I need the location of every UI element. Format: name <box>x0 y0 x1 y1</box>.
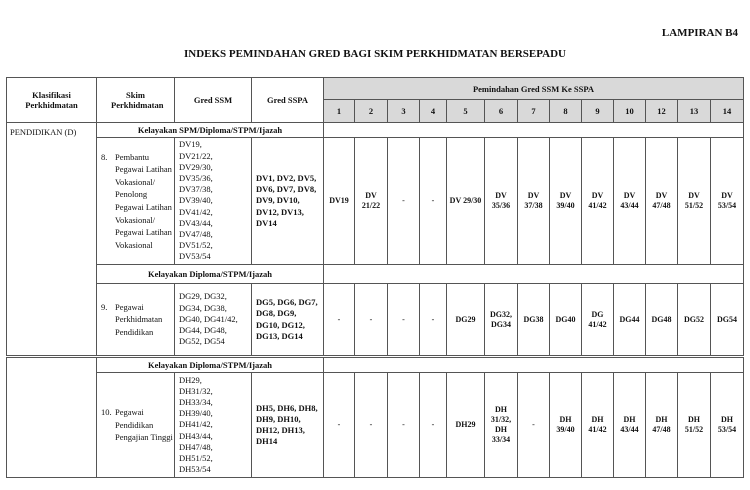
pemindahan-cell <box>678 138 711 265</box>
pemindahan-cell <box>388 373 420 478</box>
pemindahan-cell <box>711 138 744 265</box>
gred-ssm-item: DH39/40, <box>179 408 213 419</box>
skim-cell <box>97 284 175 357</box>
column-number: 8 <box>550 100 582 123</box>
pemindahan-value: - <box>369 420 373 429</box>
pemindahan-value: DG38 <box>523 314 544 324</box>
pemindahan-value: - <box>431 314 435 324</box>
pemindahan-cell <box>420 138 447 265</box>
skim-number: 8. <box>101 151 108 162</box>
pemindahan-cell <box>388 138 420 265</box>
page-title: INDEKS PEMINDAHAN GRED BAGI SKIM PERKHIDMATAN BERSEPADU <box>184 48 566 60</box>
pemindahan-cell <box>388 284 420 357</box>
pemindahan-cell <box>485 373 518 478</box>
pemindahan-cell <box>518 284 550 357</box>
column-number: 3 <box>388 100 420 123</box>
pemindahan-value: DG 41/42 <box>588 309 607 329</box>
gred-ssm-item: DH29, <box>179 374 202 385</box>
pemindahan-cell <box>355 284 388 357</box>
lampiran-label: LAMPIRAN B4 <box>661 27 738 39</box>
klasifikasi-cell: PENDIDIKAN (D) <box>7 123 97 357</box>
column-number: 7 <box>518 100 550 123</box>
pemindahan-cell <box>324 138 355 265</box>
pemindahan-value: DH 41/42 <box>588 415 607 434</box>
column-number: 14 <box>711 100 744 123</box>
grade-index-table <box>6 77 744 478</box>
pemindahan-value: DV 39/40 <box>556 191 575 210</box>
pemindahan-cell <box>324 373 355 478</box>
pemindahan-cell <box>678 373 711 478</box>
gred-ssm-item: DV37/38, <box>179 184 213 195</box>
column-number: 4 <box>420 100 447 123</box>
pemindahan-value: DG29 <box>455 314 476 324</box>
pemindahan-value: DH 39/40 <box>556 415 575 434</box>
skim-name: Pegawai Pendidikan Pengajian Tinggi <box>115 407 173 443</box>
pemindahan-value: DH 31/32, DH 33/34 <box>490 405 512 444</box>
pemindahan-value: - <box>402 420 405 429</box>
pemindahan-cell <box>324 284 355 357</box>
pemindahan-cell <box>518 373 550 478</box>
pemindahan-value: - <box>337 314 341 324</box>
pemindahan-cell <box>485 284 518 357</box>
column-number: 13 <box>678 100 711 123</box>
pemindahan-value: - <box>337 420 341 429</box>
pemindahan-cell <box>646 373 678 478</box>
kelayakan-row-2: Kelayakan Diploma/STPM/Ijazah <box>97 357 324 373</box>
pemindahan-value: DG40 <box>555 314 576 324</box>
gred-ssm-item: DV39/40, <box>179 195 213 206</box>
pemindahan-value: DV 47/48 <box>652 191 671 210</box>
pemindahan-cell <box>614 373 646 478</box>
pemindahan-value: DV 43/44 <box>620 191 639 210</box>
gred-ssm-item: DV53/54 <box>179 251 211 262</box>
pemindahan-value: - <box>369 314 373 324</box>
pemindahan-cell <box>355 373 388 478</box>
column-number: 10 <box>614 100 646 123</box>
pemindahan-cell <box>420 373 447 478</box>
gred-ssm-item: DH51/52, <box>179 453 213 463</box>
pemindahan-cell <box>711 373 744 478</box>
gred-ssm-item: DV21/22, <box>179 150 213 161</box>
pemindahan-value: - <box>532 420 535 429</box>
column-number: 5 <box>447 100 485 123</box>
pemindahan-value: DH 43/44 <box>620 415 639 434</box>
gred-ssm-item: DG29, DG32, <box>179 291 227 302</box>
gred-ssm-item: DG40, DG41/42, <box>179 313 238 324</box>
gred-ssm-item: DV41/42, <box>179 206 213 217</box>
gred-ssm-cell <box>175 284 252 357</box>
gred-ssm-item: DG34, DG38, <box>179 302 227 313</box>
pemindahan-value: DH29 <box>455 420 476 429</box>
gred-ssm-item: DH31/32, <box>179 385 213 396</box>
pemindahan-cell <box>582 138 614 265</box>
column-number: 12 <box>646 100 678 123</box>
pemindahan-value: - <box>431 196 435 205</box>
gred-ssm-item: DV51/52, <box>179 240 213 251</box>
gred-ssm-item: DH41/42, <box>179 419 213 430</box>
pemindahan-cell <box>355 138 388 265</box>
pemindahan-cell <box>447 373 485 478</box>
gred-sspa-value: DV1, DV2, DV5, DV6, DV7, DV8, DV9, DV10, DV12, DV13, DV14 <box>256 172 317 228</box>
column-number: 6 <box>485 100 518 123</box>
gred-ssm-item: DV29/30, <box>179 161 213 172</box>
pemindahan-cell <box>447 138 485 265</box>
column-number: 9 <box>582 100 614 123</box>
pemindahan-value: DG44 <box>619 314 640 324</box>
pemindahan-cell <box>711 284 744 357</box>
gred-ssm-item: DG44, DG48, <box>179 325 227 336</box>
pemindahan-cell <box>582 284 614 357</box>
pemindahan-value: DG48 <box>651 314 672 324</box>
skim-name: Pegawai Perkhidmatan Pendidikan <box>115 301 163 337</box>
header-klasifikasi: Klasifikasi Perkhidmatan <box>7 78 97 123</box>
pemindahan-value: DH 47/48 <box>652 415 671 434</box>
pemindahan-value: DV 29/30 <box>449 196 482 205</box>
kelayakan-row-0: Kelayakan SPM/Diploma/STPM/Ijazah <box>97 123 324 138</box>
pemindahan-cell <box>420 284 447 357</box>
pemindahan-cell <box>485 138 518 265</box>
gred-sspa-value: DG5, DG6, DG7, DG8, DG9, DG10, DG12, DG13, DG14 <box>256 297 318 341</box>
gred-ssm-cell <box>175 138 252 265</box>
pemindahan-cell <box>518 138 550 265</box>
pemindahan-value: DV 21/22 <box>361 191 381 210</box>
pemindahan-value: DV 35/36 <box>491 191 511 210</box>
pemindahan-cell <box>550 284 582 357</box>
column-number: 2 <box>355 100 388 123</box>
gred-sspa-cell <box>252 138 324 265</box>
pemindahan-cell <box>550 138 582 265</box>
skim-cell <box>97 138 175 265</box>
gred-sspa-value: DH5, DH6, DH8, DH9, DH10, DH12, DH13, DH14 <box>256 402 318 447</box>
gred-sspa-cell <box>252 373 324 478</box>
column-number: 1 <box>324 100 355 123</box>
pemindahan-value: DH 53/54 <box>717 415 737 434</box>
header-gred-ssm: Gred SSM <box>175 78 252 123</box>
gred-ssm-item: DH47/48, <box>179 441 213 452</box>
pemindahan-value: DV 51/52 <box>684 191 704 210</box>
pemindahan-value: DG54 <box>717 314 737 324</box>
skim-cell <box>97 373 175 478</box>
skim-number: 9. <box>101 301 108 312</box>
pemindahan-cell <box>550 373 582 478</box>
pemindahan-value: DG52 <box>684 314 704 324</box>
pemindahan-value: DV 41/42 <box>588 191 607 210</box>
skim-name: Pembantu Pegawai Latihan Vokasional/ Penolong Pegawai Latihan Vokasional/ Pegawai Latihan Vokasional <box>115 151 172 250</box>
gred-ssm-cell <box>175 373 252 478</box>
pemindahan-value: DH 51/52 <box>684 415 704 434</box>
pemindahan-value: DV19 <box>329 196 349 205</box>
gred-ssm-item: DV35/36, <box>179 172 213 183</box>
gred-ssm-item: DH33/34, <box>179 396 213 407</box>
gred-ssm-item: DV43/44, <box>179 217 213 228</box>
header-pemindahan: Pemindahan Gred SSM Ke SSPA <box>324 78 744 100</box>
header-gred-sspa: Gred SSPA <box>252 78 324 123</box>
pemindahan-cell <box>582 373 614 478</box>
pemindahan-cell <box>646 138 678 265</box>
gred-ssm-item: DV19, <box>179 139 202 150</box>
skim-number: 10. <box>101 407 112 418</box>
gred-ssm-item: DH43/44, <box>179 430 213 441</box>
pemindahan-value: DV 53/54 <box>717 191 737 210</box>
pemindahan-cell <box>614 284 646 357</box>
pemindahan-cell <box>447 284 485 357</box>
gred-ssm-item: DG52, DG54 <box>179 336 225 347</box>
gred-ssm-item: DV47/48, <box>179 229 213 239</box>
gred-ssm-item: DH53/54 <box>179 464 211 475</box>
pemindahan-value: - <box>402 196 405 205</box>
pemindahan-value: - <box>402 314 405 324</box>
pemindahan-cell <box>614 138 646 265</box>
pemindahan-cell <box>678 284 711 357</box>
pemindahan-value: DV 37/38 <box>524 191 543 210</box>
kelayakan-row-1: Kelayakan Diploma/STPM/Ijazah <box>97 265 324 284</box>
gred-sspa-cell <box>252 284 324 357</box>
pemindahan-value: DG32, DG34 <box>490 309 512 329</box>
pemindahan-cell <box>646 284 678 357</box>
pemindahan-value: - <box>431 420 435 429</box>
header-skim: Skim Perkhidmatan <box>97 78 175 123</box>
